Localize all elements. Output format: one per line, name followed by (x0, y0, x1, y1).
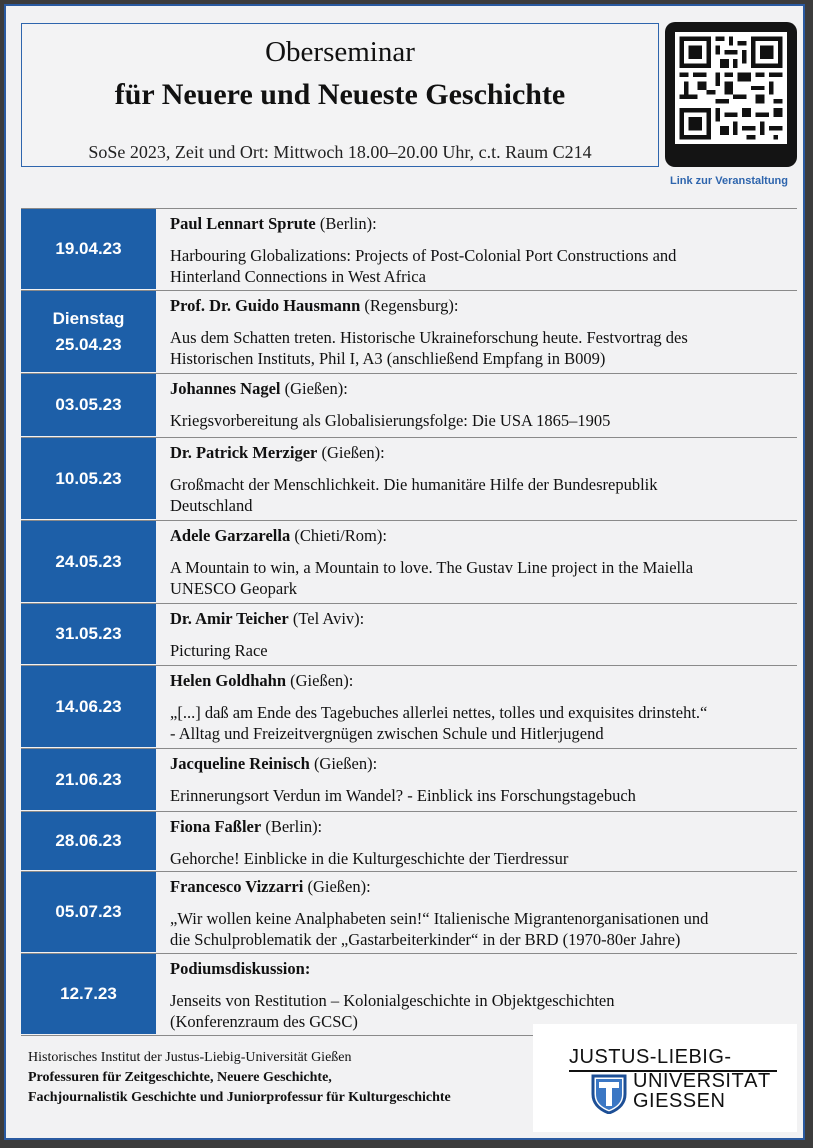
talk-title: Picturing Race (170, 641, 268, 660)
speaker-name: Helen Goldhahn (170, 671, 286, 690)
university-logo (533, 1024, 797, 1132)
session-info (156, 291, 797, 373)
table-row (21, 208, 797, 290)
table-row (21, 811, 797, 871)
footer (28, 1048, 528, 1108)
table-row (21, 665, 797, 748)
speaker-name: Fiona Faßler (170, 817, 262, 836)
speaker-affiliation: (Gießen): (309, 754, 378, 773)
table-row (21, 748, 797, 811)
talk-title: „[...] daß am Ende des Tagebuches allerlei nettes, tolles und exquisites drinsteht.“ - Alltag und Freizeitvergnügen zwischen Schule und Hitlerjugend (170, 703, 708, 743)
session-info (156, 209, 797, 290)
session-info (156, 604, 797, 665)
speaker-affiliation: (Berlin): (261, 817, 323, 836)
speaker-affiliation: (Gießen): (303, 877, 371, 896)
session-date: 21.06.23 (21, 749, 156, 811)
page-subtitle-bold: für Neuere und Neueste Geschichte (114, 78, 566, 111)
page-title: Oberseminar (265, 36, 415, 68)
university-crest-icon (591, 1074, 627, 1114)
poster (4, 4, 805, 1140)
talk-title: Kriegsvorbereitung als Globalisierungsfolge: Die USA 1865–1905 (170, 411, 611, 430)
table-row (21, 520, 797, 603)
talk-title: „Wir wollen keine Analphabeten sein!“ Italienische Migrantenorganisationen und die Schulproblematik der „Gastarbeiterkinder“ in der BRD (1970-80er Jahre) (170, 909, 709, 949)
logo-text-line3: GIESSEN (633, 1090, 726, 1112)
session-date: 03.05.23 (21, 374, 156, 437)
qr-code-icon (675, 32, 787, 144)
table-row (21, 290, 797, 373)
session-info (156, 438, 797, 520)
speaker-affiliation: (Chieti/Rom): (290, 526, 387, 545)
footer-institute: Historisches Institut der Justus-Liebig-Universität Gießen (28, 1050, 352, 1065)
footer-professorships: Professuren für Zeitgeschichte, Neuere Geschichte, (28, 1070, 332, 1085)
session-date: 12.7.23 (21, 954, 156, 1035)
talk-title: Großmacht der Menschlichkeit. Die humanitäre Hilfe der Bundesrepublik Deutschland (170, 475, 658, 515)
table-row (21, 603, 797, 665)
speaker-affiliation: (Berlin): (315, 214, 377, 233)
logo-text-line2: UNIVERSITÄT (633, 1070, 771, 1092)
speaker-name: Podiumsdiskussion: (170, 959, 311, 978)
session-date: 24.05.23 (21, 521, 156, 603)
session-date: 05.07.23 (21, 872, 156, 953)
talk-title: Aus dem Schatten treten. Historische Ukraineforschung heute. Festvortrag des Historischen Instituts, Phil I, A3 (anschließend Empfang in B009) (170, 328, 688, 368)
footer-professorships-cont: Fachjournalistik Geschichte und Juniorprofessur für Kulturgeschichte (28, 1090, 451, 1105)
table-row (21, 871, 797, 953)
table-row (21, 373, 797, 437)
session-date: 28.06.23 (21, 812, 156, 871)
schedule-table (21, 208, 797, 1036)
speaker-name: Adele Garzarella (170, 526, 291, 545)
table-row (21, 437, 797, 520)
qr-code[interactable] (665, 22, 797, 167)
session-info (156, 374, 797, 437)
session-date: 31.05.23 (21, 604, 156, 665)
speaker-affiliation: (Gießen): (317, 443, 385, 462)
talk-title: Gehorche! Einblicke in die Kulturgeschichte der Tierdressur (170, 849, 569, 868)
title-box (21, 23, 659, 167)
session-info (156, 812, 797, 871)
session-info (156, 521, 797, 603)
session-info (156, 954, 797, 1035)
session-date: 19.04.23 (21, 209, 156, 290)
session-info (156, 872, 797, 953)
talk-title: A Mountain to win, a Mountain to love. The Gustav Line project in the Maiella UNESCO Geopark (170, 558, 694, 598)
logo-text-line1: JUSTUS-LIEBIG- (569, 1046, 732, 1068)
talk-title: Jenseits von Restitution – Kolonialgeschichte in Objektgeschichten (Konferenzraum des GCSC) (170, 991, 615, 1031)
speaker-name: Prof. Dr. Guido Hausmann (170, 296, 361, 315)
qr-caption[interactable]: Link zur Veranstaltung (670, 175, 788, 187)
speaker-name: Dr. Amir Teicher (170, 609, 289, 628)
talk-title: Erinnerungsort Verdun im Wandel? - Einblick ins Forschungstagebuch (170, 786, 636, 805)
talk-title: Harbouring Globalizations: Projects of Post-Colonial Port Constructions and Hinterland Connections in West Africa (170, 246, 677, 286)
speaker-name: Johannes Nagel (170, 379, 281, 398)
session-date: 10.05.23 (21, 438, 156, 520)
session-info (156, 666, 797, 748)
speaker-affiliation: (Regensburg): (360, 296, 459, 315)
speaker-affiliation: (Gießen): (280, 379, 348, 398)
speaker-affiliation: (Gießen): (286, 671, 354, 690)
session-date: Dienstag 25.04.23 (21, 291, 156, 373)
session-info (156, 749, 797, 811)
speaker-name: Jacqueline Reinisch (170, 754, 310, 773)
speaker-name: Paul Lennart Sprute (170, 214, 316, 233)
speaker-affiliation: (Tel Aviv): (288, 609, 365, 628)
speaker-name: Francesco Vizzarri (170, 877, 304, 896)
speaker-name: Dr. Patrick Merziger (170, 443, 318, 462)
time-location: SoSe 2023, Zeit und Ort: Mittwoch 18.00–20.00 Uhr, c.t. Raum C214 (88, 142, 592, 162)
session-date: 14.06.23 (21, 666, 156, 748)
